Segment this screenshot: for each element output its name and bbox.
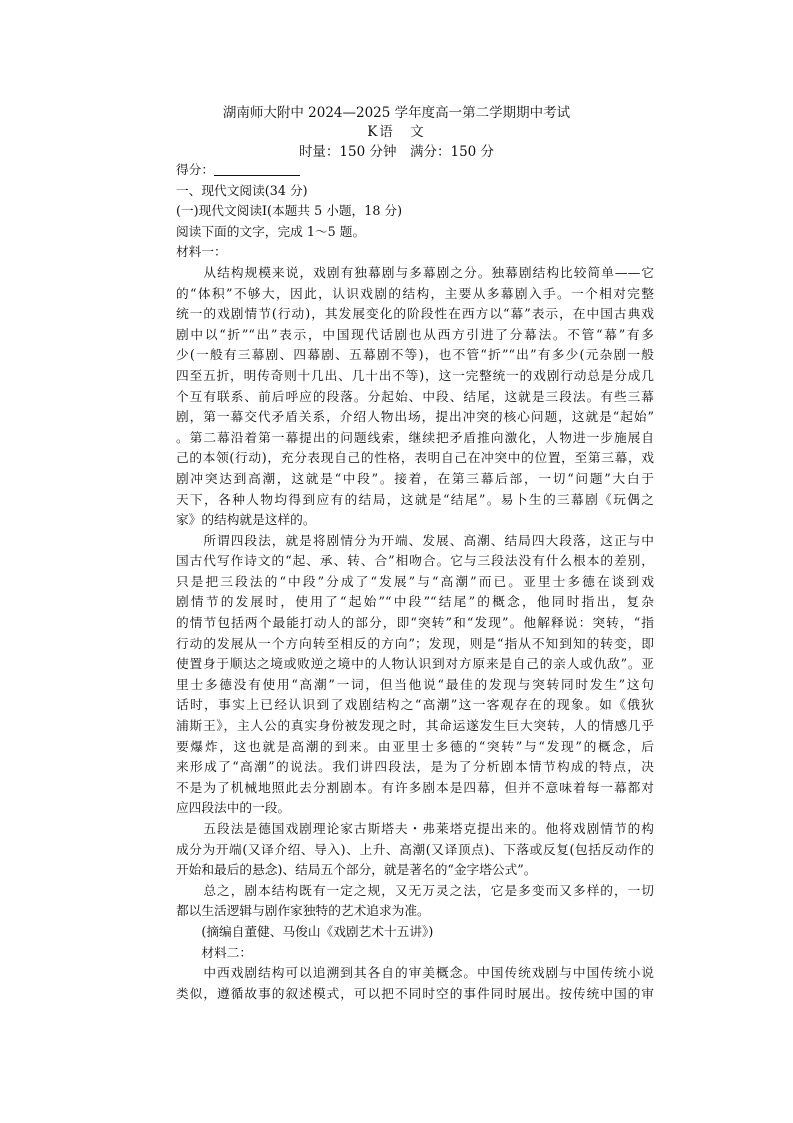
text-line: 中西戏剧结构可以追溯到其各自的审美概念。中国传统戏剧与中国传统小说 [176,965,654,981]
text-line: 总之，剧本结构既有一定之规，又无万灵之法，它是多变而又多样的，一切 [176,882,654,898]
score-line [176,160,654,181]
text-line: 的“体积”不够大，因此，认识戏剧的结构，主要从多幕剧入手。一个相对完整 [176,285,654,301]
text-line: 从结构规模来说，戏剧有独幕剧与多幕剧之分。独幕剧结构比较简单——它 [176,264,654,280]
text-line: 剧情节的发展时，使用了“起始”“中段”“结尾”的概念，他同时指出，复杂 [176,594,654,610]
score-blank [214,161,300,176]
text-line: 成分为开端(又译介绍、导入)、上升、高潮(又译顶点)、下落或反复(包括反动作的 [176,841,654,857]
text-line: 都以生活逻辑与剧作家独特的艺术追求为准。 [176,903,430,919]
text-line: 国古代写作诗文的“起、承、转、合”相吻合。它与三段法没有什么根本的差别， [176,553,654,569]
text-line: 少(一般有三幕剧、四幕剧、五幕剧不等)，也不管“折”“出”有多少(元杂剧一般 [176,347,654,363]
text-line: 剧中以“折”“出”表示，中国现代话剧也从西方引进了分幕法。不管“幕”有多 [176,326,654,342]
exam-title: 湖南师大附中 2024—2025 学年度高一第二学期期中考试 [222,105,571,121]
text-line: 剧，第一幕交代矛盾关系，介绍人物出场，提出冲突的核心问题，这就是“起始” [176,409,654,425]
text-line: 所谓四段法，就是将剧情分为开端、发展、高潮、结局四大段落，这正与中 [176,532,654,548]
text-line: 开始和最后的悬念)、结局五个部分，就是著名的“金字塔公式”。 [176,862,537,878]
text-line: 浦斯王》，主人公的真实身份被发现之时，其命运遂发生巨大突转，人的情感几乎 [176,718,654,734]
subject-title: K语 文 [367,124,426,140]
text-line: 类似，遵循故事的叙述模式，可以把不同时空的事件同时展出。按传统中国的审 [176,985,654,1001]
text-line: 统一的戏剧情节(行动)，其发展变化的阶段性在西方以“幕”表示，在中国古典戏 [176,306,654,322]
material-label: 材料一： [176,244,227,260]
text-line: 话时，事实上已经认识到了戏剧结构之“高潮”这一客观存在的现象。如《俄狄 [176,697,654,713]
exam-body [176,160,654,1004]
text-line: 个互有联系、前后呼应的段落。分起始、中段、结尾，这就是三段法。有些三幕 [176,388,654,404]
text-line: 要爆炸，这也就是高潮的到来。由亚里士多德的“突转”与“发现”的概念，后 [176,738,654,754]
text-line: 家》的结构就是这样的。 [176,512,316,528]
text-line: 四至五折，明传奇则十几出、几十出不等)，这一完整统一的戏剧行动总是分成几 [176,367,654,383]
time-info: 时量：150 分钟 满分：150 分 [298,144,495,160]
text-line: 五段法是德国戏剧理论家古斯塔夫・弗莱塔克提出来的。他将戏剧情节的构 [176,821,654,836]
text-line: 里士多德没有使用“高潮”一词，但当他说“最佳的发现与突转同时发生”这句 [176,676,654,692]
text-line: 只是把三段法的“中段”分成了“发展”与“高潮”而已。亚里士多德在谈到戏 [176,573,654,589]
text-line: 的情节包括两个最能打动人的部分，即“突转”和“发现”。他解释说：突转，“指 [176,615,654,631]
text-line: 不是为了机械地照此去分割剧本。有许多剧本是四幕，但并不意味着每一幕都对 [176,779,654,795]
text-line: 剧冲突达到高潮，这就是“中段”。接着，在第三幕后部，一切“问题”大白于 [176,470,654,486]
text-line: 使置身于顺达之境或败逆之境中的人物认识到对方原来是自己的亲人或仇敌”。亚 [176,656,654,672]
source-citation: (摘编自董健、马俊山《戏剧艺术十五讲》) [176,923,434,939]
text-line: 应四段法中的一段。 [176,800,291,816]
material-label: 材料二： [176,944,253,960]
text-line: 天下，各种人物均得到应有的结局，这就是“结尾”。易卜生的三幕剧《玩偶之 [176,491,654,507]
text-line: 。第二幕沿着第一幕提出的问题线索，继续把矛盾推向激化，人物进一步施展自 [176,429,654,445]
text-line: 己的本领(行动)，充分表现自己的性格，表明自己在冲突中的位置，至第三幕，戏 [176,450,654,466]
text-line: 来形成了“高潮”的说法。我们讲四段法，是为了分析剧本情节构成的特点，决 [176,759,654,775]
subsection-heading: (一)现代文阅读Ⅰ(本题共 5 小题，18 分) [176,203,403,219]
section-heading: 一、现代文阅读(34 分) [176,182,308,198]
instruction: 阅读下面的文字，完成 1～5 题。 [176,223,366,239]
text-line: 行动的发展从一个方向转至相反的方向”；发现，则是“指从不知到知的转变，即 [176,635,654,651]
score-label: 得分： [176,162,215,177]
